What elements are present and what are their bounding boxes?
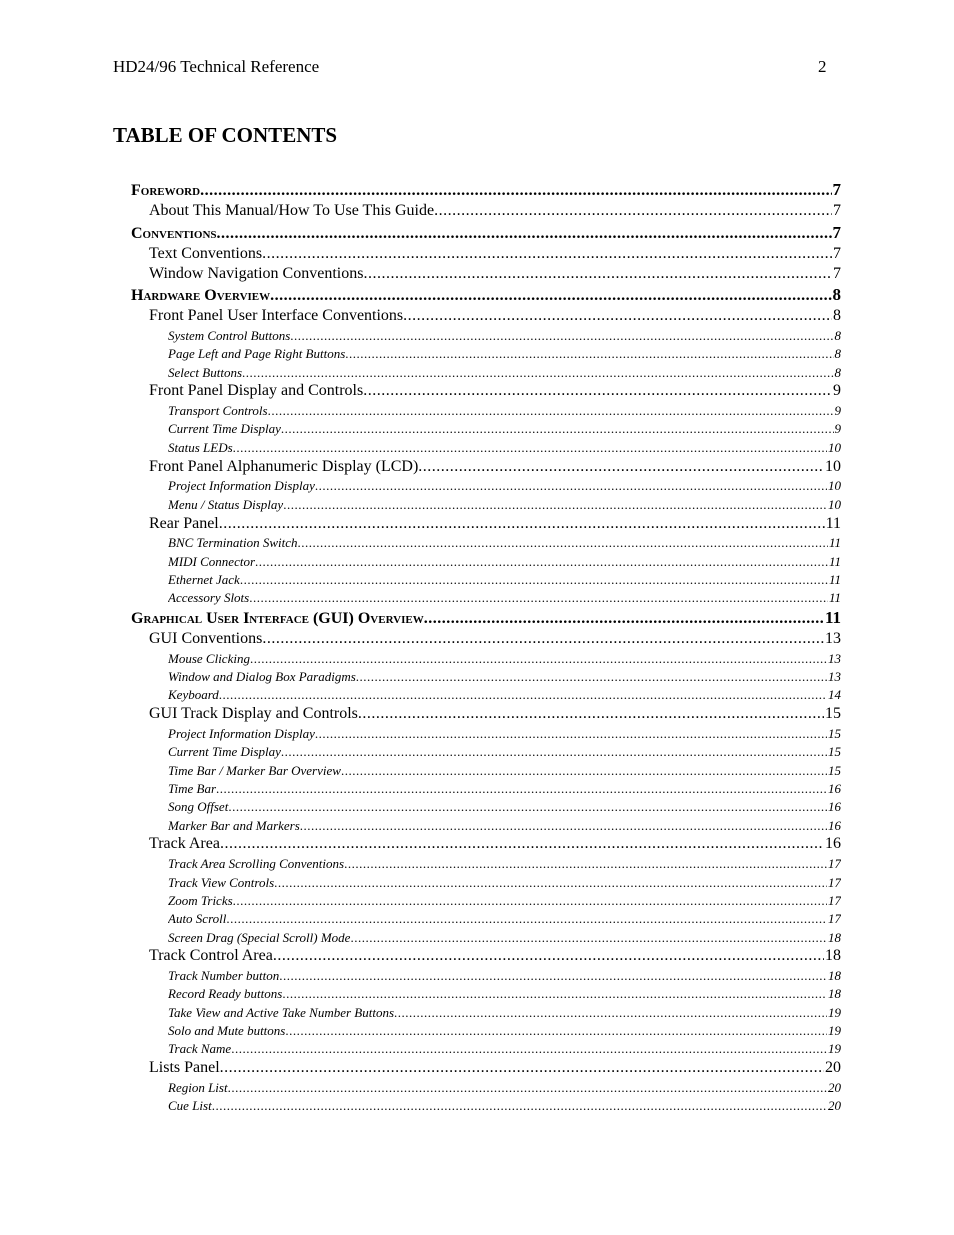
toc-entry-page: 14	[828, 687, 841, 702]
toc-entry-text: Zoom Tricks	[168, 893, 233, 908]
toc-entry-page: 19	[828, 1023, 841, 1038]
toc-entry-mouse-clicking[interactable]	[168, 651, 841, 666]
toc-entry-text: Front Panel Alphanumeric Display (LCD)	[149, 458, 419, 475]
toc-entry-page: 15	[828, 726, 841, 741]
toc-entry-accessory-slots[interactable]	[168, 590, 841, 605]
toc-entry-page: 18	[828, 930, 841, 945]
toc-entry-page: 10	[828, 440, 841, 455]
toc-entry-text: Select Buttons	[168, 365, 243, 380]
toc-entry-text: Project Information Display	[168, 478, 315, 493]
toc-entry-window-navigation-conventions[interactable]	[149, 265, 841, 283]
toc-title: TABLE OF CONTENTS	[113, 123, 338, 147]
toc-entry-text: Take View and Active Take Number Buttons	[168, 1005, 395, 1020]
toc-entry-auto-scroll[interactable]	[168, 911, 841, 926]
toc-entry-text: Mouse Clicking	[168, 651, 250, 666]
toc-entry-time-bar[interactable]	[168, 781, 841, 796]
toc-entry-ethernet-jack[interactable]	[168, 572, 841, 587]
toc-entry-text: Hardware Overview	[131, 287, 271, 304]
toc-entry-text: Screen Drag (Special Scroll) Mode	[168, 930, 351, 945]
toc-entry-track-area[interactable]	[149, 835, 841, 853]
toc-entry-track-number-button[interactable]	[168, 968, 841, 983]
toc-entry-front-panel-display-controls[interactable]	[149, 382, 841, 400]
toc-entry-text: Page Left and Page Right Buttons	[168, 346, 346, 361]
toc-entry-page: 10	[828, 478, 841, 493]
toc-entry-system-control-buttons[interactable]	[168, 328, 841, 343]
toc-entry-page: 19	[828, 1041, 841, 1056]
toc-entry-page: 17	[828, 875, 841, 890]
toc-entry-page: 11	[825, 515, 841, 532]
toc-entry-bnc-termination-switch[interactable]	[168, 535, 841, 550]
toc-entry-page: 11	[828, 572, 841, 587]
toc-entry-page: 8	[833, 307, 841, 324]
toc-entry-text-conventions[interactable]	[149, 245, 841, 263]
toc-entry-page: 10	[825, 458, 841, 475]
toc-entry-page: 13	[828, 669, 841, 684]
toc-entry-front-panel-ui-conventions[interactable]	[149, 307, 841, 325]
toc-entry-page: 9	[833, 382, 841, 399]
toc-entry-window-dialog-paradigms[interactable]	[168, 669, 841, 684]
toc-entry-text: About This Manual/How To Use This Guide	[149, 202, 435, 219]
toc-entry-midi-connector[interactable]	[168, 554, 841, 569]
toc-entry-page: 8	[834, 365, 841, 380]
toc-entry-page: 8	[832, 286, 841, 304]
toc-entry-project-information-display[interactable]	[168, 478, 841, 493]
toc-entry-page: 7	[833, 202, 841, 219]
toc-entry-page: 8	[834, 328, 841, 343]
toc-entry-page: 15	[828, 744, 841, 759]
toc-entry-record-ready-buttons[interactable]	[168, 986, 841, 1001]
toc-entry-current-time-display[interactable]	[168, 421, 841, 436]
toc-entry-time-bar-marker-bar-overview[interactable]	[168, 763, 841, 778]
toc-entry-text: Time Bar / Marker Bar Overview	[168, 763, 341, 778]
toc-entry-page: 20	[825, 1059, 841, 1076]
toc-entry-text: Track Area	[149, 835, 220, 852]
toc-entry-page: 18	[828, 968, 841, 983]
toc-entry-text: Track Control Area	[149, 947, 273, 964]
toc-entry-text: GUI Track Display and Controls	[149, 705, 358, 722]
toc-entry-page: 16	[825, 835, 841, 852]
toc-entry-page: 15	[825, 705, 841, 722]
toc-entry-text: Marker Bar and Markers	[168, 818, 300, 833]
page-header-title: HD24/96 Technical Reference	[113, 57, 320, 76]
toc-entry-foreword[interactable]	[131, 181, 841, 200]
toc-entry-text: Ethernet Jack	[168, 572, 240, 587]
toc-entry-page: 7	[832, 181, 841, 199]
toc-entry-page: 18	[825, 947, 841, 964]
toc-entry-front-panel-lcd[interactable]	[149, 458, 841, 476]
toc-entry-page: 11	[824, 609, 841, 627]
toc-entry-page: 10	[828, 497, 841, 512]
toc-entry-select-buttons[interactable]	[168, 365, 841, 380]
toc-entry-text: Menu / Status Display	[168, 497, 284, 512]
toc-entry-song-offset[interactable]	[168, 799, 841, 814]
toc-entry-text: Front Panel User Interface Conventions	[149, 307, 404, 324]
toc-entry-page: 11	[828, 535, 841, 550]
toc-entry-text: Track View Controls	[168, 875, 275, 890]
toc-entry-track-view-controls[interactable]	[168, 875, 841, 890]
toc-entry-text: MIDI Connector	[168, 554, 256, 569]
toc-entry-transport-controls[interactable]	[168, 403, 841, 418]
toc-entry-page: 9	[834, 421, 841, 436]
toc-entry-project-information-display-gui[interactable]	[168, 726, 841, 741]
toc-entry-page-left-right-buttons[interactable]	[168, 346, 841, 361]
toc-entry-about-this-manual[interactable]	[149, 202, 841, 220]
toc-entry-page: 17	[828, 856, 841, 871]
toc-entry-text: Window Navigation Conventions	[149, 265, 364, 282]
toc-entry-page: 16	[828, 781, 841, 796]
toc-entry-track-area-scrolling-conventions[interactable]	[168, 856, 841, 871]
toc-entry-text: Auto Scroll	[168, 911, 227, 926]
toc-entry-screen-drag-mode[interactable]	[168, 930, 841, 945]
toc-entry-conventions[interactable]	[131, 224, 841, 243]
toc-entry-text: Region List	[168, 1080, 228, 1095]
toc-entry-page: 7	[833, 245, 841, 262]
toc-entry-text: Lists Panel	[149, 1059, 220, 1076]
toc-entry-text: Status LEDs	[168, 440, 233, 455]
toc-entry-lists-panel[interactable]	[149, 1059, 841, 1077]
toc-entry-page: 17	[828, 911, 841, 926]
toc-entry-region-list[interactable]	[168, 1080, 841, 1095]
toc-entry-status-leds[interactable]	[168, 440, 841, 455]
toc-entry-page: 20	[828, 1080, 841, 1095]
toc-entry-text: Track Name	[168, 1041, 232, 1056]
toc-entry-gui-conventions[interactable]	[149, 630, 841, 648]
toc-entry-text: Cue List	[168, 1098, 212, 1113]
toc-entry-page: 16	[828, 818, 841, 833]
toc-entry-cue-list[interactable]	[168, 1098, 841, 1113]
toc-entry-track-name[interactable]	[168, 1041, 841, 1056]
toc-entry-page: 17	[828, 893, 841, 908]
toc-entry-current-time-display-gui[interactable]	[168, 744, 841, 759]
toc-entry-page: 8	[834, 346, 841, 361]
toc-entry-marker-bar-and-markers[interactable]	[168, 818, 841, 833]
toc-entry-page: 18	[828, 986, 841, 1001]
toc-entry-text: Foreword	[131, 182, 201, 199]
toc-entry-hardware-overview[interactable]	[131, 286, 841, 305]
toc-entry-text: Text Conventions	[149, 245, 263, 262]
toc-entry-text: Project Information Display	[168, 726, 315, 741]
toc-entry-text: Current Time Display	[168, 421, 281, 436]
toc-entry-page: 20	[828, 1098, 841, 1113]
toc-entry-solo-mute-buttons[interactable]	[168, 1023, 841, 1038]
toc-entry-text: Track Number button	[168, 968, 280, 983]
toc-entry-page: 13	[828, 651, 841, 666]
toc-entry-keyboard[interactable]	[168, 687, 841, 702]
toc-entry-page: 9	[834, 403, 841, 418]
toc-entry-page: 11	[828, 590, 841, 605]
toc-entry-text: Accessory Slots	[168, 590, 250, 605]
toc-entry-text: System Control Buttons	[168, 328, 291, 343]
toc-entry-text: Solo and Mute buttons	[168, 1023, 286, 1038]
toc-entry-text: Song Offset	[168, 799, 229, 814]
toc-entry-page: 11	[828, 554, 841, 569]
toc-entry-text: Rear Panel	[149, 515, 219, 532]
toc-entry-rear-panel[interactable]	[149, 515, 841, 533]
toc-entry-text: Keyboard	[168, 687, 219, 702]
toc-entry-text: Front Panel Display and Controls	[149, 382, 364, 399]
toc-entry-zoom-tricks[interactable]	[168, 893, 841, 908]
toc-entry-take-view-buttons[interactable]	[168, 1005, 841, 1020]
toc-entry-text: BNC Termination Switch	[168, 535, 298, 550]
toc-entry-text: Window and Dialog Box Paradigms	[168, 669, 356, 684]
toc-entry-page: 15	[828, 763, 841, 778]
page-number: 2	[818, 57, 827, 76]
toc-entry-track-control-area[interactable]	[149, 947, 841, 965]
toc-entry-page: 7	[833, 265, 841, 282]
toc-entry-text: Time Bar	[168, 781, 217, 796]
toc-entry-page: 16	[828, 799, 841, 814]
toc-entry-text: Graphical User Interface (GUI) Overview	[131, 610, 424, 627]
toc-entry-text: Conventions	[131, 225, 217, 242]
toc-entry-text: Transport Controls	[168, 403, 268, 418]
toc-entry-page: 13	[825, 630, 841, 647]
toc-entry-text: Current Time Display	[168, 744, 281, 759]
toc-entry-text: GUI Conventions	[149, 630, 263, 647]
toc-entry-menu-status-display[interactable]	[168, 497, 841, 512]
toc-entry-text: Track Area Scrolling Conventions	[168, 856, 345, 871]
toc-entry-gui-track-display-controls[interactable]	[149, 705, 841, 723]
toc-entry-page: 7	[832, 224, 841, 242]
toc-entry-page: 19	[828, 1005, 841, 1020]
toc-entry-text: Record Ready buttons	[168, 986, 283, 1001]
toc-entry-gui-overview[interactable]	[131, 609, 841, 628]
